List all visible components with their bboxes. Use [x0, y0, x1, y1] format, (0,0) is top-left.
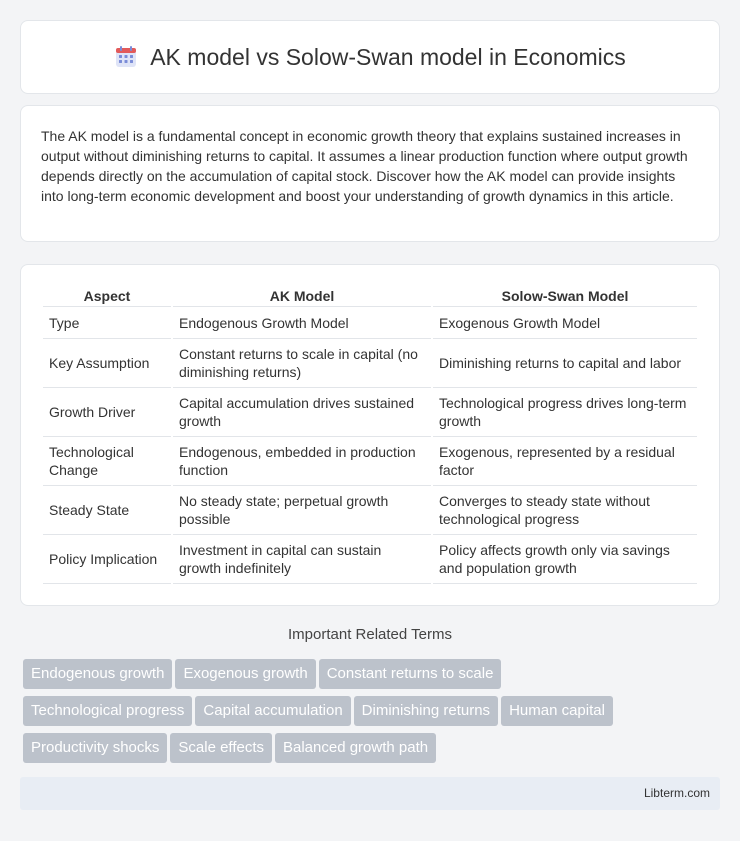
intro-text: The AK model is a fundamental concept in economic growth theory that explains sustained increases in output without diminishing returns to capital. It assumes a linear production function where output growth depends directly on the accumulation of capital stock. Discover how the AK model can provide insights into long-term economic development and boost your understanding of growth dynamics in this article.	[41, 128, 688, 204]
table-cell: Constant returns to scale in capital (no diminishing returns)	[173, 339, 431, 388]
related-term-tag[interactable]: Capital accumulation	[195, 696, 350, 726]
related-term-tag[interactable]: Constant returns to scale	[319, 659, 502, 689]
table-cell: Steady State	[43, 486, 171, 535]
table-cell: Investment in capital can sustain growth indefinitely	[173, 535, 431, 584]
table-header-row	[43, 285, 697, 307]
related-term-tag[interactable]: Balanced growth path	[275, 733, 436, 763]
table-row	[43, 339, 697, 388]
table-row	[43, 388, 697, 437]
column-header: Solow-Swan Model	[433, 285, 697, 307]
table-row	[43, 437, 697, 486]
related-term-tag[interactable]: Scale effects	[170, 733, 272, 763]
table-row	[43, 307, 697, 339]
table-cell: Type	[43, 307, 171, 339]
table-cell: Diminishing returns to capital and labor	[433, 339, 697, 388]
comparison-table-card	[20, 264, 720, 606]
related-terms-title: Important Related Terms	[288, 626, 452, 643]
related-term-tag[interactable]: Exogenous growth	[175, 659, 315, 689]
table-row	[43, 486, 697, 535]
table-cell: Exogenous, represented by a residual factor	[433, 437, 697, 486]
related-term-tag[interactable]: Human capital	[501, 696, 613, 726]
footer	[20, 777, 720, 810]
comparison-table	[41, 285, 699, 584]
related-term-tag[interactable]: Diminishing returns	[354, 696, 498, 726]
table-cell: Endogenous Growth Model	[173, 307, 431, 339]
table-cell: Technological Change	[43, 437, 171, 486]
column-header: AK Model	[173, 285, 431, 307]
related-term-tag[interactable]: Endogenous growth	[23, 659, 172, 689]
table-cell: Converges to steady state without technological progress	[433, 486, 697, 535]
table-cell: Exogenous Growth Model	[433, 307, 697, 339]
table-cell: Policy affects growth only via savings and population growth	[433, 535, 697, 584]
related-term-tag[interactable]: Technological progress	[23, 696, 192, 726]
related-term-tag[interactable]: Productivity shocks	[23, 733, 167, 763]
table-cell: Capital accumulation drives sustained growth	[173, 388, 431, 437]
table-cell: No steady state; perpetual growth possible	[173, 486, 431, 535]
column-header: Aspect	[43, 285, 171, 307]
calendar-icon	[114, 45, 138, 69]
table-row	[43, 535, 697, 584]
header-card	[20, 20, 720, 94]
table-cell: Policy Implication	[43, 535, 171, 584]
page-title: AK model vs Solow-Swan model in Economics	[150, 43, 626, 70]
footer-site-link[interactable]: Libterm.com	[643, 786, 710, 800]
table-cell: Key Assumption	[43, 339, 171, 388]
table-cell: Technological progress drives long-term growth	[433, 388, 697, 437]
table-cell: Endogenous, embedded in production function	[173, 437, 431, 486]
intro-card	[20, 105, 720, 242]
table-cell: Growth Driver	[43, 388, 171, 437]
related-terms-list	[23, 659, 723, 770]
